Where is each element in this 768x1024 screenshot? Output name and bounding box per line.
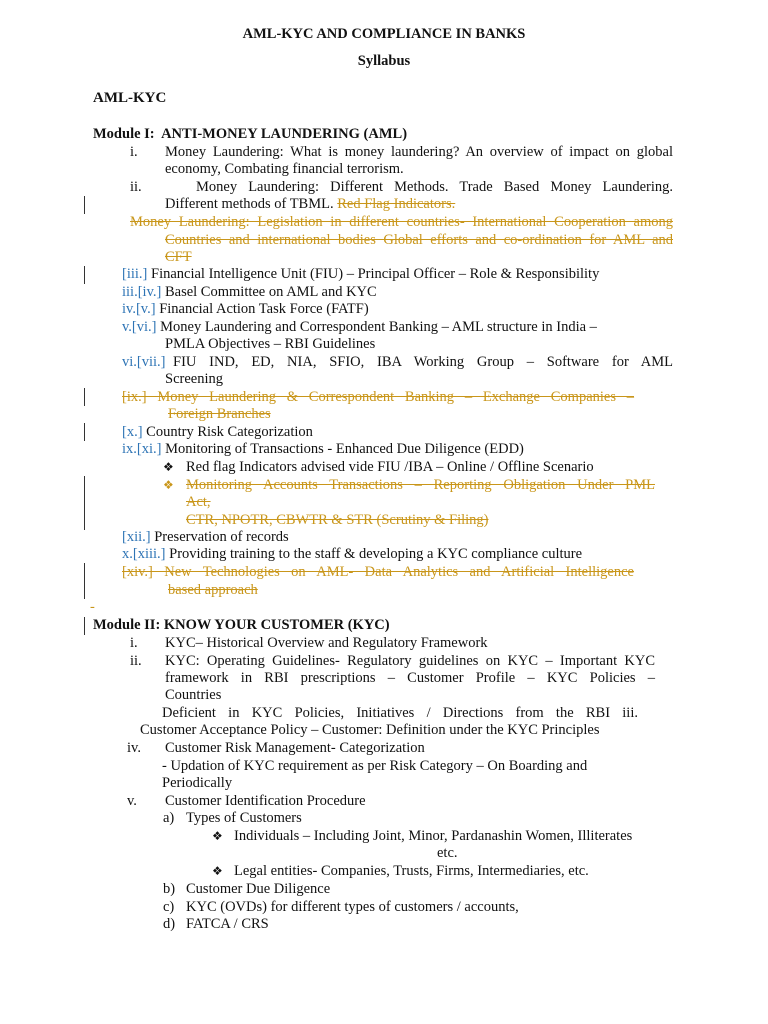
section-heading: AML-KYC	[93, 90, 167, 106]
item-text: - Updation of KYC requirement as per Risk Category – On Boarding and	[162, 758, 588, 774]
item-text: Money Laundering: Different Methods. Trade Based Money Laundering.	[196, 179, 673, 195]
sub-item-text: KYC (OVDs) for different types of customers / accounts,	[186, 899, 519, 915]
deleted-text: Act,	[186, 494, 211, 510]
deleted-text: [ix.] Money Laundering & Correspondent Banking – Exchange Companies –	[122, 389, 634, 405]
page-title: AML-KYC AND COMPLIANCE IN BANKS	[242, 26, 526, 42]
deleted-text: Foreign Branches	[168, 406, 271, 422]
sub-item-text: Customer Due Diligence	[186, 881, 331, 897]
bullet-text: Individuals – Including Joint, Minor, Pardanashin Women, Illiterates	[234, 828, 633, 844]
item-number: vi.[vii.]	[122, 354, 166, 370]
item-number: i.	[130, 144, 138, 160]
bullet-text: Legal entities- Companies, Trusts, Firms, Intermediaries, etc.	[234, 863, 589, 879]
item-text: Customer Acceptance Policy – Customer: Definition under the KYC Principles	[140, 722, 600, 738]
item-text: Countries	[165, 687, 222, 703]
bullet-icon: ❖	[163, 460, 174, 474]
list-item	[122, 529, 289, 546]
deleted-text: Money Laundering: Legislation in different countries- International Cooperation among	[130, 214, 673, 230]
change-bar	[84, 266, 85, 284]
item-number: [x.]	[122, 424, 143, 440]
item-number: x.[xiii.]	[122, 546, 166, 562]
item-text: FIU IND, ED, NIA, SFIO, IBA Working Group – Software for AML	[173, 354, 673, 370]
item-text: KYC: Operating Guidelines- Regulatory guidelines on KYC – Important KYC	[165, 653, 655, 669]
deleted-text: Red Flag Indicators.	[337, 196, 456, 212]
change-bar	[84, 196, 85, 214]
item-text: Basel Committee on AML and KYC	[164, 284, 377, 300]
item-text: PMLA Objectives – RBI Guidelines	[165, 336, 376, 352]
item-number: iv.	[127, 740, 141, 756]
sub-item-text: Types of Customers	[186, 810, 302, 826]
item-text: Financial Intelligence Unit (FIU) – Principal Officer – Role & Responsibility	[151, 266, 600, 282]
change-bar	[84, 423, 85, 441]
item-text: Monitoring of Transactions - Enhanced Due Diligence (EDD)	[165, 441, 524, 457]
change-bar	[84, 563, 85, 599]
bullet-icon: ❖	[163, 478, 174, 492]
deleted-text: Countries and international bodies Global efforts and co-ordination for AML and	[165, 232, 673, 248]
item-text: economy, Combating financial terrorism.	[165, 161, 404, 177]
item-number: [iii.]	[122, 266, 148, 282]
list-item	[122, 284, 377, 301]
item-text: Deficient in KYC Policies, Initiatives / Directions from the RBI iii.	[162, 705, 638, 721]
item-text-fragment: Different methods of TBML.	[165, 196, 334, 212]
deleted-text: CFT	[165, 249, 192, 265]
list-item	[122, 546, 582, 563]
item-number: iv.[v.]	[122, 301, 156, 317]
deleted-text: based approach	[168, 582, 258, 598]
item-text: KYC– Historical Overview and Regulatory Framework	[165, 635, 488, 651]
deleted-text: Monitoring Accounts Transactions – Reporting Obligation Under PML	[186, 477, 655, 493]
item-text: Customer Identification Procedure	[165, 793, 366, 809]
change-bar	[84, 476, 85, 530]
item-text: Preservation of records	[154, 529, 289, 545]
item-number: iii.[iv.]	[122, 284, 162, 300]
bullet-text: etc.	[437, 845, 458, 861]
list-item	[122, 319, 597, 336]
sub-item-number: c)	[163, 899, 175, 915]
item-text: framework in RBI prescriptions – Customer Profile – KYC Policies –	[165, 670, 655, 686]
item-text: Financial Action Task Force (FATF)	[159, 301, 369, 317]
item-text: Money Laundering and Correspondent Banking – AML structure in India –	[160, 319, 597, 335]
deleted-text: CTR, NPOTR, CBWTR & STR (Scrutiny & Filing)	[186, 512, 489, 528]
item-text: Customer Risk Management- Categorization	[165, 740, 425, 756]
item-number: v.	[127, 793, 137, 809]
change-bar	[84, 388, 85, 406]
change-bar	[84, 617, 85, 635]
item-number: v.[vi.]	[122, 319, 157, 335]
item-text: Country Risk Categorization	[146, 424, 313, 440]
list-item	[122, 301, 369, 318]
sub-item-number: a)	[163, 810, 175, 826]
item-number: ix.[xi.]	[122, 441, 162, 457]
item-text: Screening	[165, 371, 223, 387]
list-item	[122, 424, 313, 441]
sub-item-number: d)	[163, 916, 176, 932]
bullet-text: Red flag Indicators advised vide FIU /IBA – Online / Offline Scenario	[186, 459, 594, 475]
item-text: Periodically	[162, 775, 233, 791]
deleted-text: [xiv.] New Technologies on AML- Data Analytics and Artificial Intelligence	[122, 564, 634, 580]
item-number: i.	[130, 635, 138, 651]
deleted-text: -	[90, 599, 95, 615]
sub-item-number: b)	[163, 881, 176, 897]
item-text	[165, 196, 455, 213]
page-subtitle: Syllabus	[357, 53, 411, 69]
list-item	[122, 266, 599, 283]
list-item	[122, 441, 524, 458]
sub-item-text: FATCA / CRS	[186, 916, 269, 932]
item-text: Providing training to the staff & developing a KYC compliance culture	[169, 546, 583, 562]
module-heading: Module I: ANTI-MONEY LAUNDERING (AML)	[93, 126, 408, 142]
bullet-icon: ❖	[212, 864, 223, 878]
bullet-icon: ❖	[212, 829, 223, 843]
item-number: [xii.]	[122, 529, 151, 545]
item-number: ii.	[130, 653, 142, 669]
module-heading: Module II: KNOW YOUR CUSTOMER (KYC)	[93, 617, 390, 633]
item-number: ii.	[130, 179, 142, 195]
item-text: Money Laundering: What is money laundering? An overview of impact on global	[165, 144, 673, 160]
